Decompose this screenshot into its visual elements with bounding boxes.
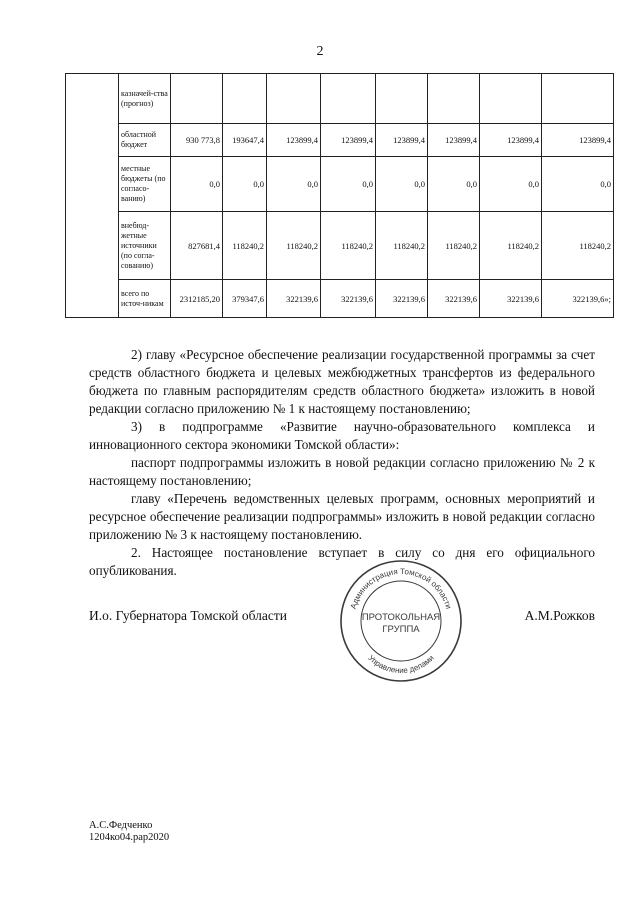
table-cell: 123899,4 (480, 124, 542, 157)
table-cell: 0,0 (542, 157, 614, 212)
table-cell (321, 74, 376, 124)
table-cell: 118240,2 (267, 212, 321, 280)
table-cell: 123899,4 (267, 124, 321, 157)
signer-title: И.о. Губернатора Томской области (89, 608, 287, 623)
table-row (66, 74, 614, 124)
paragraph: 2) главу «Ресурсное обеспечение реализации государственной программы за счет средств областного бюджета и целевых межбюджетных трансфертов из федерального бюджета по главным распорядителям средств областного бюджета» изложить в новой редакции согласно приложению № 1 к настоящему постановлению; (89, 347, 595, 416)
table-cell: 123899,4 (542, 124, 614, 157)
table-row-label: внебюд-жетные источники (по согла-сованию) (119, 212, 171, 280)
table-cell (223, 74, 267, 124)
table-cell: 0,0 (223, 157, 267, 212)
table-row-label: всего по источ-никам (119, 280, 171, 318)
table-cell: 0,0 (480, 157, 542, 212)
official-stamp (336, 556, 466, 686)
table-cell: 827681,4 (171, 212, 223, 280)
table-cell: 322139,6 (376, 280, 428, 318)
table-cell: 0,0 (428, 157, 480, 212)
body-text (89, 346, 595, 580)
paragraph: паспорт подпрограммы изложить в новой редакции согласно приложению № 2 к настоящему постановлению; (89, 455, 595, 488)
svg-text:Управление делами (366, 653, 435, 675)
table-row-label: местные бюджеты (по согласо-ванию) (119, 157, 171, 212)
table-cell: 118240,2 (223, 212, 267, 280)
signer-name: А.М.Рожков (524, 608, 595, 623)
stamp-inner-line2: ГРУППА (382, 624, 420, 635)
table-row-label: казначей-ства (прогноз) (119, 74, 171, 124)
footer-author: А.С.Федченко (89, 820, 153, 831)
table-cell: 0,0 (267, 157, 321, 212)
table-cell: 379347,6 (223, 280, 267, 318)
footer (89, 820, 169, 844)
table-cell: 0,0 (376, 157, 428, 212)
table-cell (376, 74, 428, 124)
table-cell: 118240,2 (428, 212, 480, 280)
table-cell: 322139,6»; (542, 280, 614, 318)
table-row (66, 124, 614, 157)
paragraph: 2. Настоящее постановление вступает в силу со дня его официального опубликования. (89, 545, 595, 578)
table-cell: 322139,6 (267, 280, 321, 318)
budget-table (65, 73, 614, 318)
table-row (66, 212, 614, 280)
table-cell: 322139,6 (321, 280, 376, 318)
table-row-label: областной бюджет (119, 124, 171, 157)
table-row (66, 280, 614, 318)
table-cell (480, 74, 542, 124)
table-cell: 118240,2 (321, 212, 376, 280)
table-cell: 193647,4 (223, 124, 267, 157)
table-cell (267, 74, 321, 124)
table-cell: 930 773,8 (171, 124, 223, 157)
paragraph: 3) в подпрограмме «Развитие научно-образовательного комплекса и инновационного сектора экономики Томской области»: (89, 419, 595, 452)
table-cell: 123899,4 (321, 124, 376, 157)
table-cell: 123899,4 (428, 124, 480, 157)
footer-file: 1204ко04.рар2020 (89, 832, 170, 843)
stamp-outer-top-text: Администрация Томской области (348, 566, 454, 611)
table-cell: 322139,6 (480, 280, 542, 318)
table-cell: 0,0 (321, 157, 376, 212)
table-cell: 118240,2 (542, 212, 614, 280)
table-cell: 2312185,20 (171, 280, 223, 318)
table-row (66, 157, 614, 212)
table-blank-cell (66, 74, 119, 318)
table-cell: 118240,2 (376, 212, 428, 280)
table-cell (428, 74, 480, 124)
page-number: 2 (316, 44, 324, 59)
stamp-outer-bottom-text: Управление делами (366, 653, 436, 676)
table-cell (542, 74, 614, 124)
paragraph: главу «Перечень ведомственных целевых программ, основных мероприятий и ресурсное обеспечение реализации подпрограммы» изложить в новой редакции согласно приложению № 3 к настоящему постановлению. (89, 491, 595, 542)
table-cell (171, 74, 223, 124)
stamp-inner-line1: ПРОТОКОЛЬНАЯ (361, 612, 441, 623)
table-cell: 322139,6 (428, 280, 480, 318)
table-cell: 0,0 (171, 157, 223, 212)
table-cell: 118240,2 (480, 212, 542, 280)
table-cell: 123899,4 (376, 124, 428, 157)
